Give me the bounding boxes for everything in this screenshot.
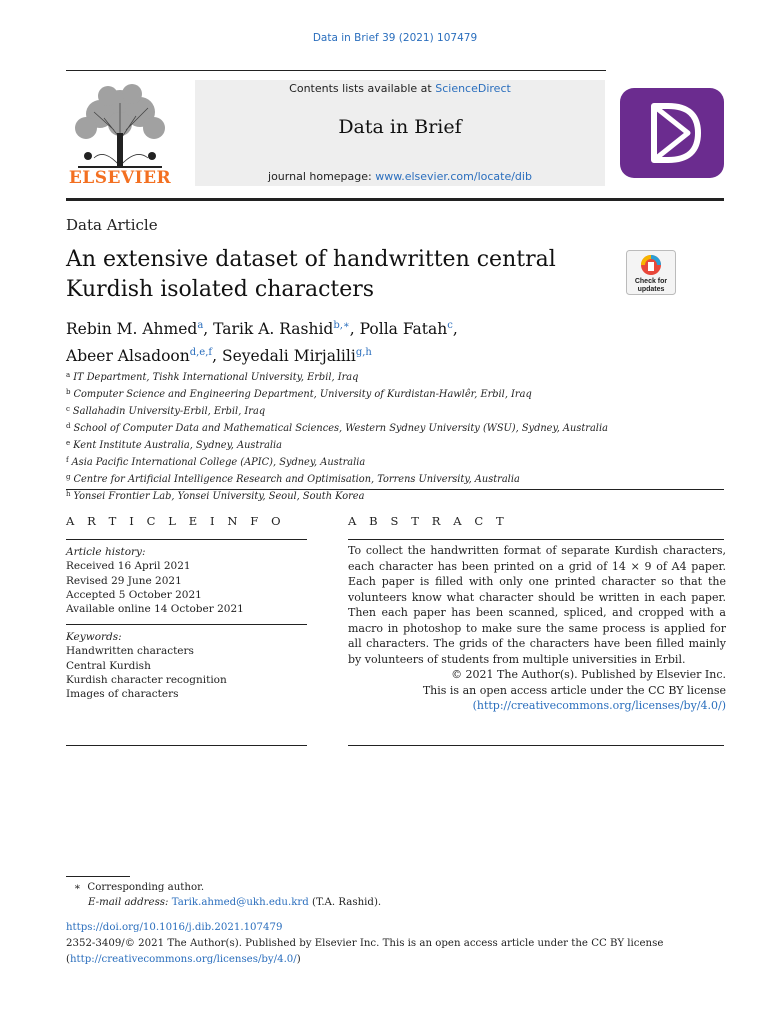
- history-item: Accepted 5 October 2021: [66, 588, 202, 601]
- abstract-bottom-rule: [348, 745, 724, 746]
- keyword: Kurdish character recognition: [66, 673, 227, 686]
- keyword: Images of characters: [66, 688, 179, 701]
- affiliation: $^a$ IT Department, Tishk International University, Erbil, Iraq: [66, 371, 359, 383]
- keyword: Handwritten characters: [66, 645, 194, 658]
- history-rule: [66, 624, 307, 625]
- keywords-label: Keywords:: [66, 631, 122, 643]
- email-line: [66, 895, 716, 910]
- history-item: Received 16 April 2021: [66, 560, 191, 573]
- elsevier-wordmark: ELSEVIER: [68, 168, 172, 188]
- author[interactable]: Rebin M. Ahmed$^a$: [66, 320, 204, 338]
- header-bottom-rule: [66, 198, 724, 201]
- affiliation: $^f$ Asia Pacific International College (APIC), Sydney, Australia: [66, 456, 366, 468]
- author[interactable]: Polla Fatah$^c$: [359, 320, 453, 338]
- corresponding-author-note: ∗ Corresponding author.: [74, 882, 205, 893]
- footnote: [66, 880, 716, 910]
- history-item: Available online 14 October 2021: [66, 603, 244, 616]
- affiliation-list: [66, 368, 716, 504]
- keywords: [66, 630, 311, 701]
- author[interactable]: Abeer Alsadoon$^{d,e,f}$: [66, 347, 213, 365]
- affiliation: $^d$ School of Computer Data and Mathematical Sciences, Western Sydney University (WSU), Sydney, Australia: [66, 422, 608, 434]
- author[interactable]: Tarik A. Rashid$^{b,∗}$: [213, 320, 350, 338]
- footnote-rule: [66, 876, 130, 877]
- contents-prefix: Contents lists available at: [289, 82, 436, 95]
- journal-homepage-link[interactable]: www.elsevier.com/locate/dib: [375, 170, 532, 183]
- affiliation: $^h$ Yonsei Frontier Lab, Yonsei University, Seoul, South Korea: [66, 490, 365, 502]
- affiliation: $^b$ Computer Science and Engineering Department, University of Kurdistan-Hawlêr, Erbil, Iraq: [66, 388, 532, 400]
- history-item: Revised 29 June 2021: [66, 574, 182, 587]
- abstract-heading: A B S T R A C T: [348, 514, 509, 528]
- article-title: An extensive dataset of handwritten central Kurdish isolated characters: [66, 247, 556, 302]
- journal-title: Data in Brief: [338, 116, 462, 138]
- affiliation: $^c$ Sallahadin University-Erbil, Erbil, Iraq: [66, 405, 266, 417]
- article-info-bottom-rule: [66, 745, 307, 746]
- affiliation: $^g$ Centre for Artificial Intelligence Research and Optimisation, Torrens University, Australia: [66, 473, 520, 485]
- article-type: Data Article: [66, 216, 158, 234]
- issn-line: 2352-3409/© 2021 The Author(s). Published by Elsevier Inc. This is an open access article under the CC BY license: [66, 938, 664, 949]
- check-for-updates-button[interactable]: [626, 250, 676, 295]
- check-for-updates-icon: [626, 250, 676, 295]
- sciencedirect-link[interactable]: ScienceDirect: [435, 82, 511, 95]
- email-label: E-mail address:: [88, 897, 172, 908]
- author-list: Rebin M. Ahmed$^a$, Tarik A. Rashid$^{b,∗}$, Polla Fatah$^c$, Abeer Alsadoon$^{d,e,f}$, Seyedali Mirjalili$^{g,h}$: [66, 320, 458, 365]
- article-history: [66, 545, 311, 616]
- article-info-heading: A R T I C L E I N F O: [66, 514, 286, 528]
- affiliation: $^e$ Kent Institute Australia, Sydney, Australia: [66, 439, 283, 451]
- abstract-body: [348, 543, 726, 714]
- email-link[interactable]: Tarik.ahmed@ukh.edu.krd: [171, 897, 309, 908]
- check-updates-line2: updates: [637, 286, 665, 293]
- doi-license-block: [66, 920, 736, 968]
- header-top-rule: [66, 70, 606, 71]
- abstract-text: To collect the handwritten format of separate Kurdish characters, each character has been printed on a grid of 14 × 9 of A4 paper. Each paper is filled with only one printed character so that the volunteers know what character should be written in each paper. Then each paper has been scanned, spliced, and cropped with a macro in photoshop to make sure the same process is applied for all characters. The grids of the characters have been filled mainly by volunteers of students from multiple universities in Erbil.: [348, 544, 726, 666]
- abstract-copyright: © 2021 The Author(s). Published by Elsevier Inc.: [451, 668, 726, 681]
- abstract-rule: [348, 539, 724, 540]
- affiliations-rule: [66, 489, 724, 490]
- homepage-prefix: journal homepage:: [268, 170, 376, 183]
- check-updates-line1: Check for: [634, 278, 668, 285]
- abstract-license: This is an open access article under the CC BY license: [422, 683, 726, 697]
- data-in-brief-logo: [620, 88, 724, 178]
- keyword: Central Kurdish: [66, 659, 151, 672]
- abstract-license-link[interactable]: (http://creativecommons.org/licenses/by/4.0/): [472, 699, 726, 712]
- license-line: (http://creativecommons.org/licenses/by/4.0/): [66, 954, 301, 965]
- journal-citation[interactable]: Data in Brief 39 (2021) 107479: [312, 32, 478, 44]
- author[interactable]: Seyedali Mirjalili$^{g,h}$: [221, 347, 372, 365]
- article-info-rule: [66, 539, 307, 540]
- doi-link[interactable]: https://doi.org/10.1016/j.dib.2021.107479: [66, 922, 283, 933]
- history-label: Article history:: [66, 546, 146, 558]
- license-link[interactable]: http://creativecommons.org/licenses/by/4.0/: [69, 954, 297, 965]
- footnote-marker: ∗: [74, 882, 81, 893]
- journal-homepage-line: [195, 170, 605, 183]
- email-owner: (T.A. Rashid).: [308, 897, 382, 908]
- contents-line: [195, 82, 605, 95]
